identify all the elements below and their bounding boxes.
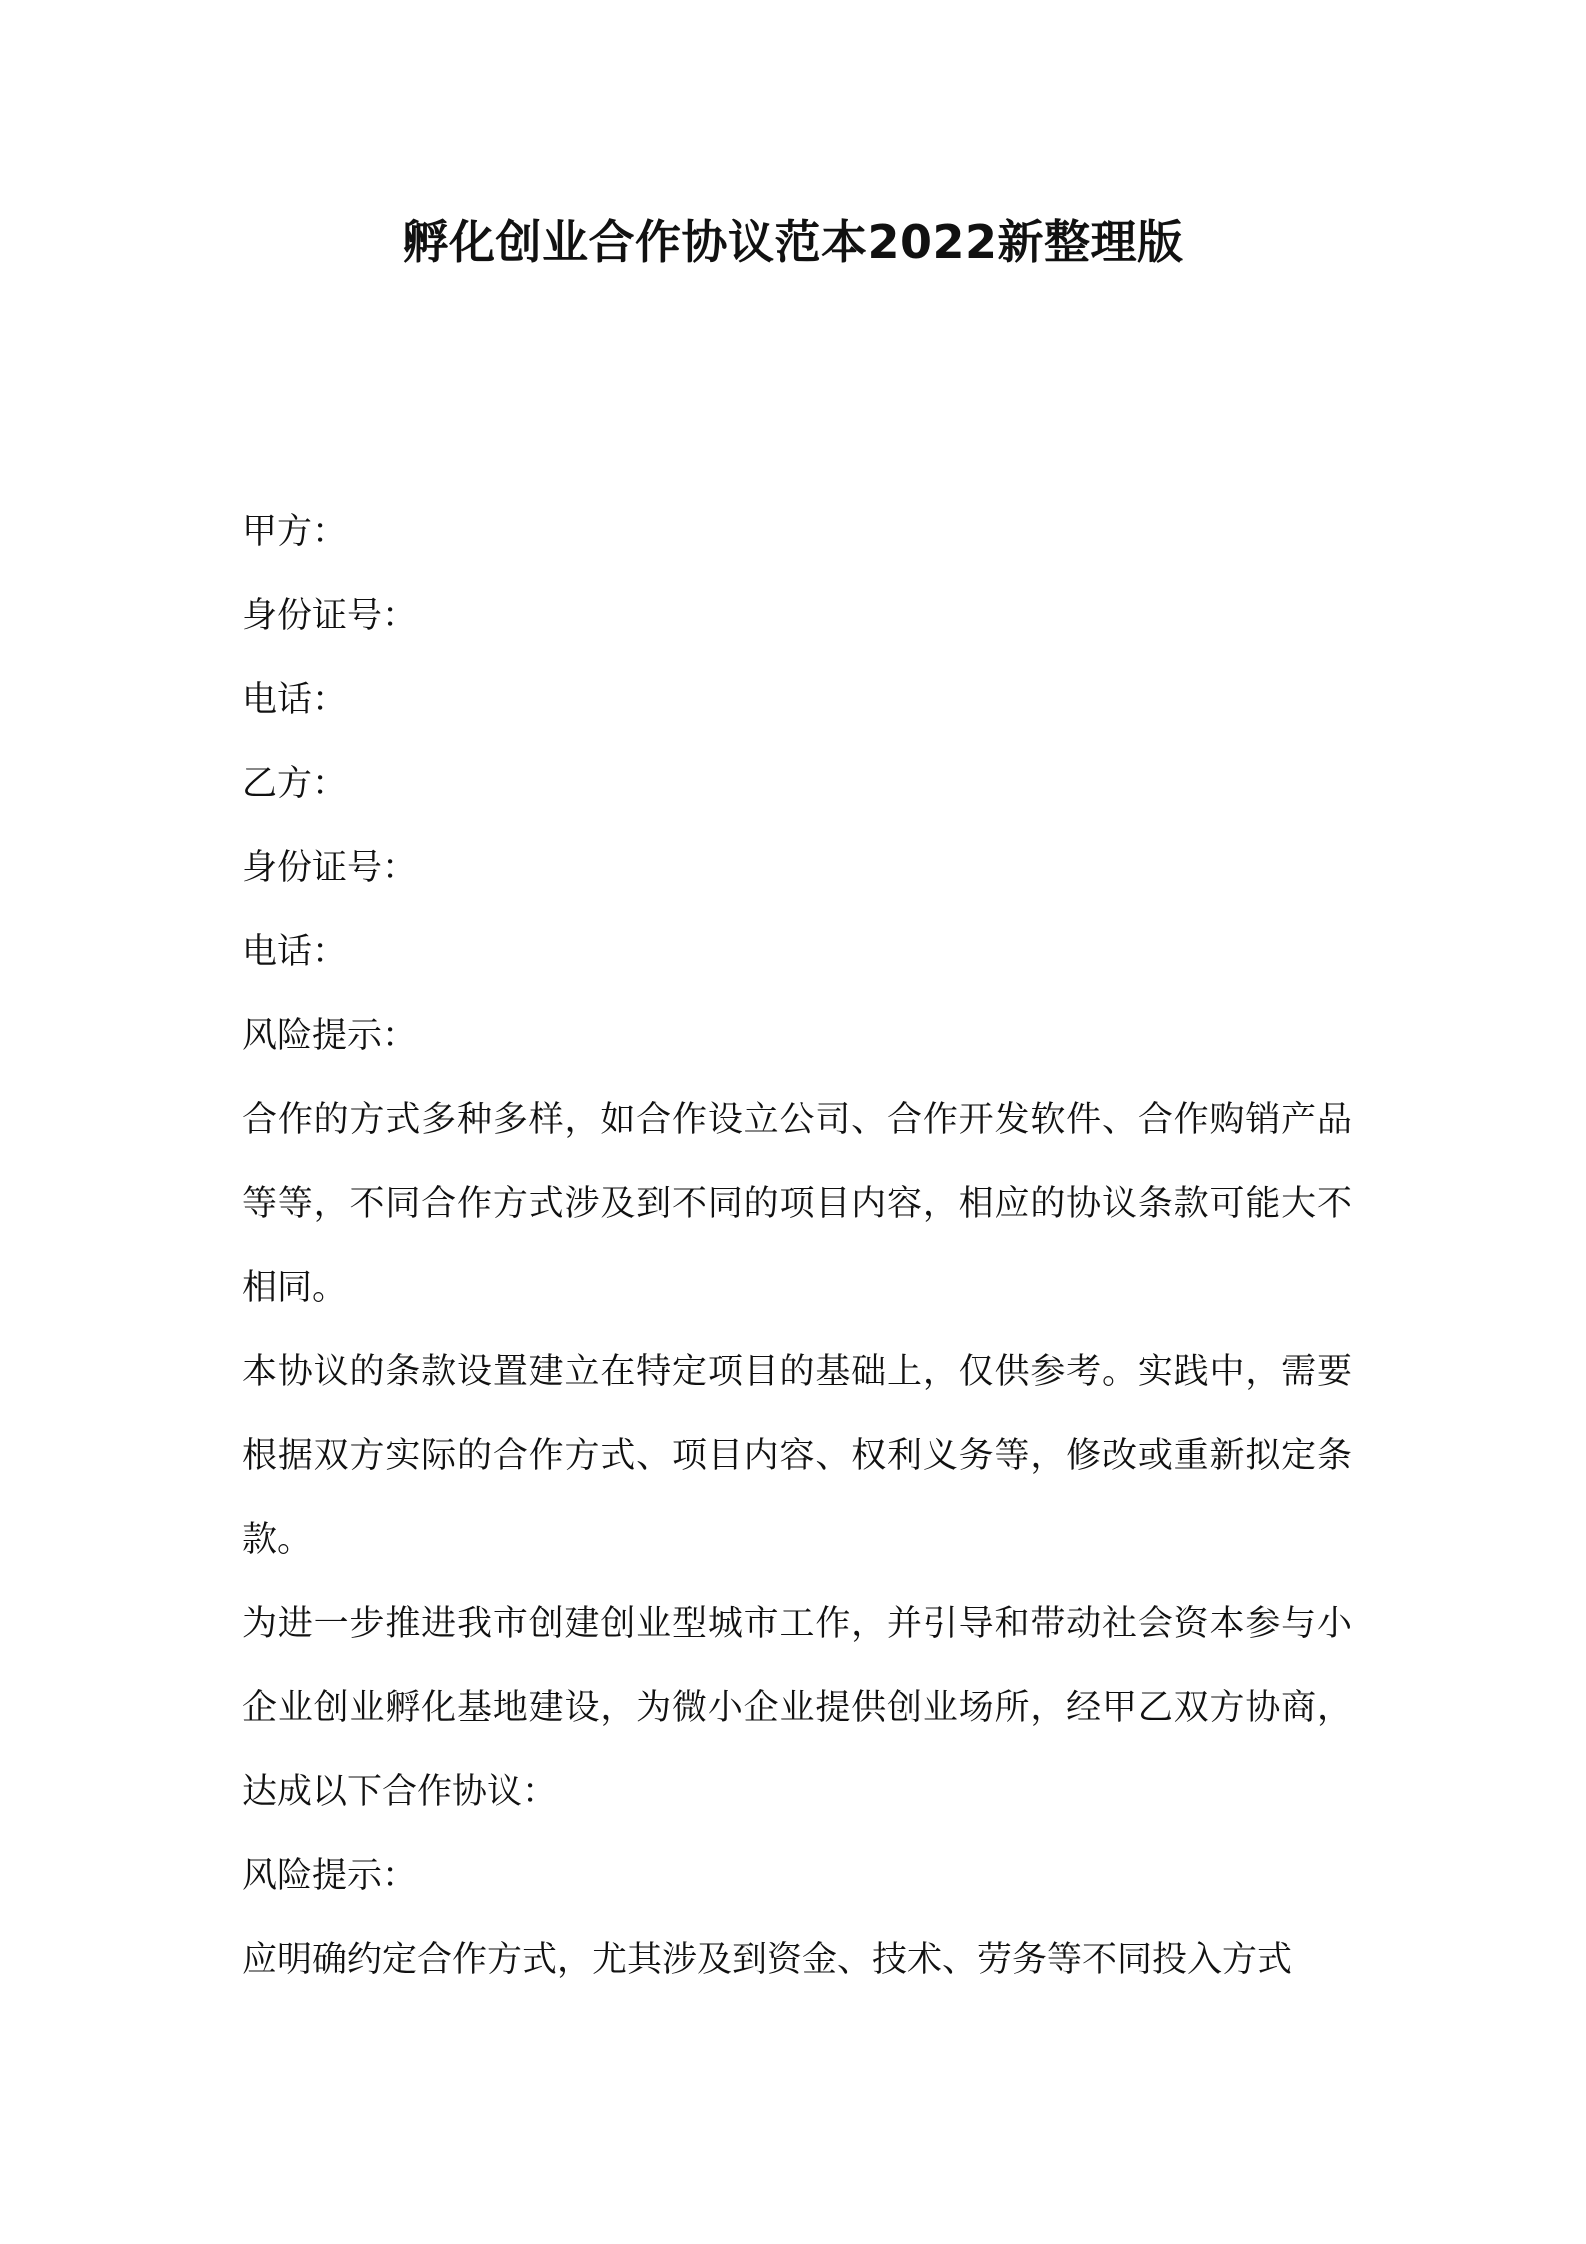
risk-paragraph: 本协议的条款设置建立在特定项目的基础上，仅供参考。实践中，需要根据双方实际的合作方式、项目内容、权利义务等，修改或重新拟定条款。 [242, 1352, 1352, 1560]
party-b-id-label: 身份证号： [242, 848, 418, 888]
document-body [242, 490, 1352, 2002]
risk-paragraph: 合作的方式多种多样，如合作设立公司、合作开发软件、合作购销产品等等，不同合作方式涉及到不同的项目内容，相应的协议条款可能大不相同。 [242, 1100, 1352, 1308]
party-b-phone-label: 电话： [242, 932, 348, 972]
intro-paragraph: 为进一步推进我市创建创业型城市工作，并引导和带动社会资本参与小企业创业孵化基地建设，为微小企业提供创业场所，经甲乙双方协商，达成以下合作协议： [242, 1604, 1352, 1812]
party-b-label: 乙方： [242, 764, 348, 804]
party-a-label: 甲方： [242, 512, 348, 552]
document-title: 孵化创业合作协议范本2022新整理版 [402, 215, 1184, 269]
party-a-phone-label: 电话： [242, 680, 348, 720]
risk-heading: 风险提示： [242, 1016, 418, 1056]
party-a-id-label: 身份证号： [242, 596, 418, 636]
risk-heading: 风险提示： [242, 1856, 418, 1896]
risk-paragraph: 应明确约定合作方式，尤其涉及到资金、技术、劳务等不同投入方式 [242, 1940, 1293, 1980]
